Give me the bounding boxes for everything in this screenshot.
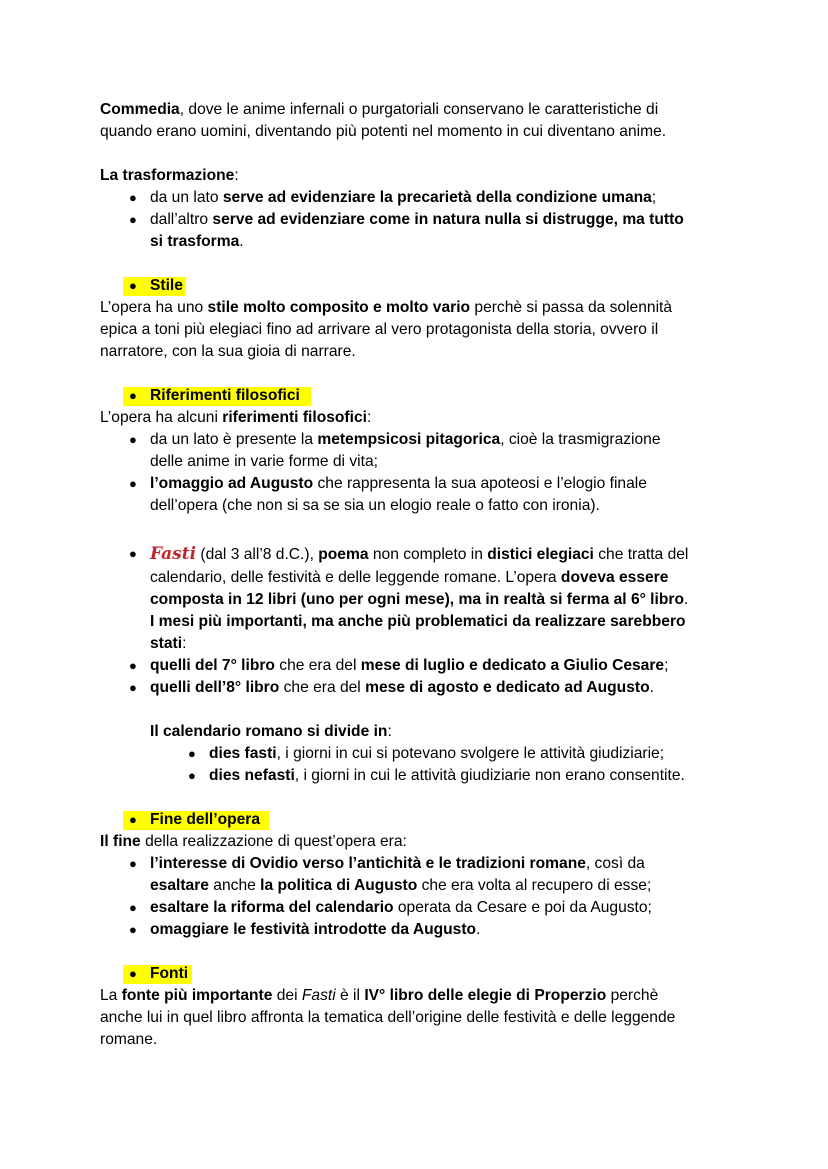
fine-item-1 — [150, 853, 645, 875]
stile-line-1 — [100, 297, 672, 319]
text: , dove le anime infernali o purgatoriali conservano le caratteristiche di — [179, 101, 659, 118]
fonti-line-2: anche lui in quel libro affronta la tematica dell’origine delle festività e delle leggende — [100, 1009, 676, 1026]
fine-heading: Fine dell’opera — [150, 811, 261, 828]
text: , cioè la trasmigrazione — [500, 431, 661, 448]
bullet-icon: ● — [129, 812, 137, 827]
text: che era del — [274, 657, 361, 674]
fasti-item-1 — [150, 655, 668, 677]
text: la politica di Augusto — [260, 877, 418, 894]
text: serve ad evidenziare come in natura nulla si distrugge, ma tutto — [212, 211, 684, 228]
bullet-icon: ● — [129, 546, 137, 561]
fonti-line-3: romane. — [100, 1031, 158, 1048]
fine-item-1-cont — [150, 875, 651, 897]
filosofici-item-2 — [150, 473, 647, 495]
text: poema — [318, 546, 369, 563]
bullet-icon: ● — [188, 746, 196, 761]
bullet-icon: ● — [129, 190, 137, 205]
text: l’omaggio ad Augusto — [150, 475, 314, 492]
text: ; — [651, 189, 657, 206]
text: quelli del 7° libro — [150, 657, 275, 674]
fonti-heading: Fonti — [150, 965, 189, 982]
text: . — [239, 233, 244, 250]
trasformazione-item-2 — [150, 209, 684, 231]
text: che rappresenta la sua apoteosi e l’elogio finale — [313, 475, 647, 492]
text: La — [100, 987, 122, 1004]
fine-item-3 — [150, 919, 480, 941]
filosofici-item-1-cont: delle anime in varie forme di vita; — [150, 453, 378, 470]
text: . — [683, 591, 689, 608]
text: da un lato è presente la — [150, 431, 318, 448]
text: anche — [208, 877, 261, 894]
text: che era del — [279, 679, 366, 696]
text: Il fine — [100, 833, 141, 850]
text: metempsicosi pitagorica — [317, 431, 501, 448]
text: : — [366, 409, 372, 426]
text: stile molto composito e molto vario — [207, 299, 471, 316]
text: riferimenti filosofici — [222, 409, 367, 426]
text: non completo in — [368, 546, 488, 563]
text: si trasforma — [150, 233, 240, 250]
fasti-line-2 — [150, 567, 668, 589]
bullet-icon: ● — [129, 388, 137, 403]
filosofici-item-2-cont: dell’opera (che non si sa se sia un elogio reale o fatto con ironia). — [150, 497, 600, 514]
fasti-item-2 — [150, 677, 654, 699]
bullet-icon: ● — [129, 432, 137, 447]
bullet-icon: ● — [129, 658, 137, 673]
stile-heading: Stile — [150, 277, 183, 294]
text: : — [182, 635, 187, 652]
bullet-icon: ● — [129, 680, 137, 695]
text: dall’altro — [150, 211, 213, 228]
text: L’opera ha alcuni — [100, 409, 223, 426]
text: omaggiare le festività introdotte da Augusto — [150, 921, 477, 938]
bullet-icon: ● — [129, 278, 137, 293]
text: quelli dell’8° libro — [150, 679, 280, 696]
calendario-item-2 — [209, 765, 685, 787]
text: dies fasti — [209, 745, 277, 762]
fine-item-2 — [150, 897, 652, 919]
intro-line-2: quando erano uomini, diventando più potenti nel momento in cui diventano anime. — [100, 123, 667, 140]
text: La trasformazione — [100, 167, 235, 184]
bullet-icon: ● — [129, 966, 137, 981]
bullet-icon: ● — [188, 768, 196, 783]
calendario-heading — [150, 721, 392, 743]
trasformazione-item-1 — [150, 187, 656, 209]
trasformazione-heading — [100, 165, 239, 187]
text: della realizzazione di quest’opera era: — [140, 833, 407, 850]
trasformazione-item-2-cont — [150, 231, 244, 253]
text: Il calendario romano si divide in — [150, 723, 388, 740]
text: fonte più importante — [121, 987, 273, 1004]
fasti-line-3 — [150, 589, 688, 611]
intro-line-1 — [100, 99, 658, 121]
text: dies nefasti — [209, 767, 295, 784]
text: che era volta al recupero di esse; — [417, 877, 652, 894]
text: , i giorni in cui le attività giudiziarie non erano consentite. — [294, 767, 685, 784]
text: è il — [335, 987, 365, 1004]
text: , così da — [585, 855, 645, 872]
text: . — [476, 921, 481, 938]
text: che tratta del — [593, 546, 689, 563]
text: . — [649, 679, 654, 696]
text: stati — [150, 635, 183, 652]
text: doveva essere — [560, 569, 669, 586]
fine-intro — [100, 831, 407, 853]
text: serve ad evidenziare la precarietà della condizione umana — [222, 189, 652, 206]
text: L’opera ha uno — [100, 299, 208, 316]
text: operata da Cesare e poi da Augusto; — [393, 899, 652, 916]
text: perchè — [606, 987, 659, 1004]
text: , i giorni in cui si potevano svolgere le attività giudiziarie; — [276, 745, 665, 762]
text: : — [234, 167, 239, 184]
text: calendario, delle festività e delle leggende romane. L’opera — [150, 569, 561, 586]
text: mese di luglio e dedicato a Giulio Cesare — [360, 657, 665, 674]
text: IV° libro delle elegie di Properzio — [364, 987, 607, 1004]
fasti-line-5 — [150, 633, 186, 655]
text: esaltare — [150, 877, 209, 894]
filosofici-heading: Riferimenti filosofici — [150, 387, 300, 404]
text: dei — [272, 987, 302, 1004]
filosofici-intro — [100, 407, 371, 429]
fasti-line-4: I mesi più importanti, ma anche più problematici da realizzare sarebbero — [150, 613, 686, 630]
bullet-icon: ● — [129, 476, 137, 491]
commedia-bold: Commedia — [100, 101, 180, 118]
text: distici elegiaci — [487, 546, 594, 563]
filosofici-item-1 — [150, 429, 661, 451]
text: mese di agosto e dedicato ad Augusto — [365, 679, 650, 696]
text: composta in 12 libri (uno per ogni mese), ma in realtà si ferma al 6° libro — [150, 591, 684, 608]
text: ; — [664, 657, 669, 674]
bullet-icon: ● — [129, 212, 137, 227]
fasti-line-1 — [150, 543, 688, 566]
calendario-item-1 — [209, 743, 664, 765]
stile-line-3: narratore, con la sua gioia di narrare. — [100, 343, 356, 360]
text: da un lato — [150, 189, 223, 206]
text: (dal 3 all’8 d.C.), — [196, 546, 319, 563]
text: esaltare la riforma del calendario — [150, 899, 394, 916]
stile-line-2: epica a toni più elegiaci fino ad arrivare al vero protagonista della storia, ovvero il — [100, 321, 659, 338]
text: l’interesse di Ovidio verso l’antichità e le tradizioni romane — [150, 855, 586, 872]
text: Fasti — [301, 987, 336, 1004]
fasti-title: Fasti — [150, 544, 197, 564]
text: perchè si passa da solennità — [470, 299, 673, 316]
bullet-icon: ● — [129, 922, 137, 937]
bullet-icon: ● — [129, 900, 137, 915]
bullet-icon: ● — [129, 856, 137, 871]
text: : — [387, 723, 392, 740]
fonti-line-1 — [100, 985, 658, 1007]
